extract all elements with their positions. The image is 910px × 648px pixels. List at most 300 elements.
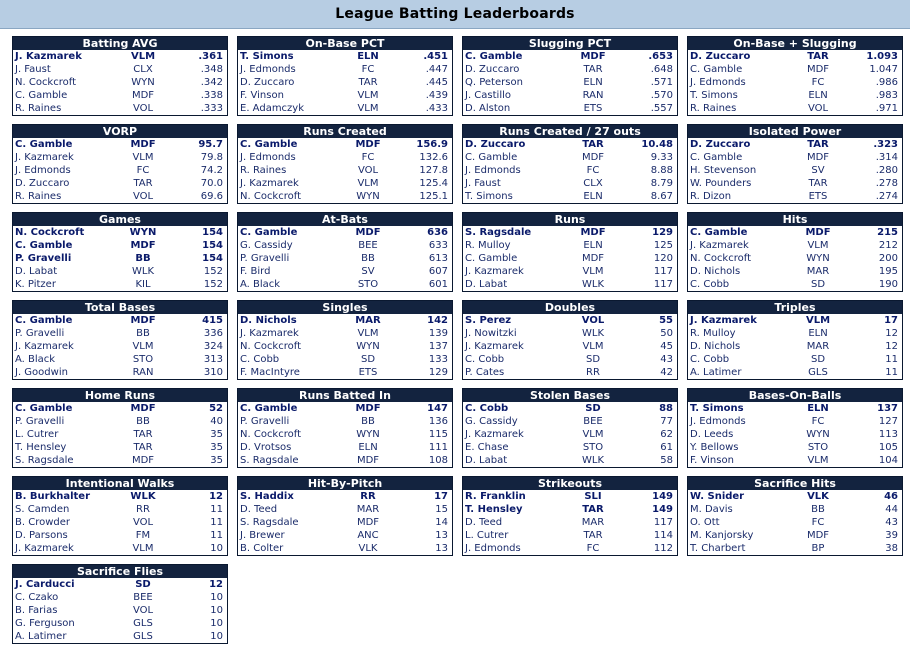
stat-value: .278 — [875, 178, 898, 189]
leaderboard-at-bats — [237, 212, 453, 292]
leaderboard-row — [13, 454, 227, 467]
player-name-link[interactable]: G. Cassidy — [465, 416, 518, 427]
player-name-link[interactable]: S. Ragsdale — [465, 227, 532, 238]
leaderboard-row — [463, 63, 677, 76]
player-name-link[interactable]: R. Dizon — [690, 191, 732, 202]
team-abbr: WYN — [356, 191, 380, 202]
leaderboard-strikeouts — [462, 476, 678, 556]
stat-value: 108 — [428, 455, 448, 466]
leaderboard-row — [238, 428, 452, 441]
leaderboard-row — [688, 252, 902, 265]
team-abbr: VLM — [132, 341, 154, 352]
stat-value: 39 — [885, 530, 898, 541]
stat-value: 12 — [209, 579, 223, 590]
player-name-link[interactable]: J. Kazmarek — [15, 51, 82, 62]
stat-value: 132.6 — [419, 152, 448, 163]
player-name-link[interactable]: S. Ragsdale — [240, 517, 299, 528]
leaderboard-title: Sacrifice Hits — [688, 477, 902, 490]
leaderboard-row — [13, 604, 227, 617]
team-abbr: ELN — [583, 240, 603, 251]
team-abbr: BB — [361, 253, 375, 264]
stat-value: 133 — [428, 354, 448, 365]
leaderboard-row — [463, 340, 677, 353]
player-name-link[interactable]: J. Kazmarek — [15, 152, 74, 163]
player-name-link[interactable]: J. Edmonds — [465, 165, 521, 176]
player-name-link[interactable]: A. Latimer — [15, 631, 67, 642]
leaderboard-home-runs — [12, 388, 228, 468]
player-name-link[interactable]: J. Castillo — [465, 90, 512, 101]
player-name-link[interactable]: F. Vinson — [690, 455, 734, 466]
player-name-link[interactable]: D. Labat — [465, 279, 508, 290]
player-name-link[interactable]: J. Brewer — [240, 530, 285, 541]
player-name-link[interactable]: P. Gravelli — [15, 416, 65, 427]
player-name-link[interactable]: Q. Peterson — [465, 77, 523, 88]
player-name-link[interactable]: D. Labat — [15, 266, 58, 277]
player-name-link[interactable]: A. Black — [240, 279, 281, 290]
stat-value: 127.8 — [419, 165, 448, 176]
player-name-link[interactable]: J. Edmonds — [15, 165, 71, 176]
stat-value: .280 — [875, 165, 898, 176]
player-name-link[interactable]: C. Gamble — [465, 152, 518, 163]
leaderboard-row — [238, 265, 452, 278]
player-name-link[interactable]: J. Nowitzki — [465, 328, 517, 339]
player-name-link[interactable]: J. Kazmarek — [690, 315, 757, 326]
leaderboard-row — [238, 252, 452, 265]
leaderboard-row — [13, 441, 227, 454]
stat-value: 113 — [878, 429, 898, 440]
leaderboard-row — [238, 353, 452, 366]
leaderboard-on-base-pct — [237, 36, 453, 116]
player-name-link[interactable]: P. Gravelli — [240, 253, 290, 264]
player-name-link[interactable]: C. Gamble — [690, 227, 748, 238]
player-name-link[interactable]: J. Edmonds — [240, 152, 296, 163]
leaderboard-row — [463, 151, 677, 164]
player-name-link[interactable]: R. Raines — [15, 103, 62, 114]
stat-value: 8.67 — [650, 191, 673, 202]
player-name-link[interactable]: N. Cockcroft — [240, 341, 302, 352]
player-name-link[interactable]: P. Gravelli — [15, 253, 72, 264]
player-name-link[interactable]: H. Stevenson — [690, 165, 757, 176]
player-name-link[interactable]: B. Burkhalter — [15, 491, 91, 502]
leaderboard-total-bases — [12, 300, 228, 380]
stat-value: 79.8 — [200, 152, 223, 163]
team-abbr: VLM — [582, 341, 604, 352]
player-name-link[interactable]: B. Farias — [15, 605, 58, 616]
team-abbr: SV — [361, 266, 375, 277]
player-name-link[interactable]: T. Simons — [690, 403, 744, 414]
stat-value: 62 — [660, 429, 673, 440]
team-abbr: VLM — [132, 152, 154, 163]
player-name-link[interactable]: J. Edmonds — [240, 64, 296, 75]
player-name-link[interactable]: R. Mulloy — [465, 240, 511, 251]
team-abbr: ETS — [583, 103, 603, 114]
team-abbr: ETS — [808, 191, 828, 202]
player-name-link[interactable]: N. Cockcroft — [240, 191, 302, 202]
player-name-link[interactable]: J. Edmonds — [690, 416, 746, 427]
player-name-link[interactable]: C. Gamble — [690, 64, 743, 75]
leaderboard-title: Hits — [688, 213, 902, 226]
player-name-link[interactable]: B. Crowder — [15, 517, 70, 528]
player-name-link[interactable]: S. Perez — [465, 315, 512, 326]
stat-value: 35 — [210, 455, 223, 466]
player-name-link[interactable]: R. Raines — [240, 165, 287, 176]
stat-value: 105 — [878, 442, 898, 453]
stat-value: .323 — [873, 139, 898, 150]
player-name-link[interactable]: D. Vrotsos — [240, 442, 292, 453]
stat-value: 313 — [203, 354, 223, 365]
player-name-link[interactable]: C. Gamble — [240, 403, 298, 414]
leaderboard-row — [688, 138, 902, 151]
player-name-link[interactable]: J. Faust — [15, 64, 51, 75]
stat-value: 137 — [877, 403, 898, 414]
leaderboard-row — [688, 340, 902, 353]
leaderboard-row — [688, 516, 902, 529]
stat-value: .342 — [200, 77, 223, 88]
player-name-link[interactable]: C. Gamble — [465, 253, 518, 264]
player-name-link[interactable]: C. Cobb — [465, 403, 509, 414]
player-name-link[interactable]: B. Colter — [240, 543, 284, 554]
leaderboard-row — [688, 151, 902, 164]
player-name-link[interactable]: C. Gamble — [465, 51, 523, 62]
player-name-link[interactable]: F. Bird — [240, 266, 271, 277]
player-name-link[interactable]: C. Gamble — [15, 139, 73, 150]
player-name-link[interactable]: S. Ragsdale — [15, 455, 74, 466]
team-abbr: FC — [586, 165, 600, 176]
player-name-link[interactable]: J. Kazmarek — [465, 429, 524, 440]
team-abbr: BP — [811, 543, 825, 554]
player-name-link[interactable]: J. Kazmarek — [15, 341, 74, 352]
leaderboard-row — [13, 164, 227, 177]
team-abbr: MDF — [131, 90, 155, 101]
stat-value: 212 — [878, 240, 898, 251]
player-name-link[interactable]: D. Alston — [465, 103, 511, 114]
stat-value: 8.88 — [650, 165, 673, 176]
team-abbr: RR — [586, 367, 600, 378]
player-name-link[interactable]: T. Simons — [690, 90, 738, 101]
player-name-link[interactable]: J. Goodwin — [15, 367, 68, 378]
leaderboard-row — [463, 76, 677, 89]
player-name-link[interactable]: D. Nichols — [690, 266, 741, 277]
team-abbr: MDF — [580, 51, 606, 62]
player-name-link[interactable]: R. Raines — [690, 103, 737, 114]
player-name-link[interactable]: F. MacIntyre — [240, 367, 300, 378]
leaderboard-row — [238, 50, 452, 63]
leaderboard-row — [688, 177, 902, 190]
stat-value: .983 — [875, 90, 898, 101]
stat-value: 38 — [885, 543, 898, 554]
stat-value: 215 — [877, 227, 898, 238]
leaderboard-row — [463, 164, 677, 177]
team-abbr: RR — [360, 491, 376, 502]
player-name-link[interactable]: T. Hensley — [465, 504, 523, 515]
team-abbr: VLM — [357, 103, 379, 114]
leaderboard-games — [12, 212, 228, 292]
stat-value: .333 — [200, 103, 223, 114]
player-name-link[interactable]: O. Ott — [690, 517, 720, 528]
player-name-link[interactable]: M. Kanjorsky — [690, 530, 754, 541]
team-abbr: VLM — [582, 429, 604, 440]
team-abbr: TAR — [807, 139, 829, 150]
team-abbr: FC — [361, 152, 375, 163]
stat-value: 61 — [660, 442, 673, 453]
leaderboard-row — [13, 529, 227, 542]
player-name-link[interactable]: C. Gamble — [240, 139, 298, 150]
stat-value: 154 — [202, 253, 223, 264]
player-name-link[interactable]: A. Black — [15, 354, 56, 365]
player-name-link[interactable]: N. Cockcroft — [15, 77, 77, 88]
player-name-link[interactable]: D. Labat — [465, 455, 508, 466]
stat-value: 136 — [428, 416, 448, 427]
team-abbr: ELN — [358, 442, 378, 453]
team-abbr: ELN — [807, 403, 829, 414]
player-name-link[interactable]: C. Gamble — [15, 240, 73, 251]
stat-value: 149 — [652, 491, 673, 502]
leaderboard-row — [463, 503, 677, 516]
player-name-link[interactable]: C. Gamble — [15, 315, 73, 326]
player-name-link[interactable]: R. Franklin — [465, 491, 526, 502]
leaderboard-row — [688, 102, 902, 115]
team-abbr: FC — [811, 416, 825, 427]
leaderboard-title: Stolen Bases — [463, 389, 677, 402]
stat-value: .433 — [425, 103, 448, 114]
player-name-link[interactable]: L. Cutrer — [15, 429, 59, 440]
player-name-link[interactable]: T. Charbert — [690, 543, 746, 554]
team-abbr: BEE — [133, 592, 153, 603]
stat-value: 12 — [885, 341, 898, 352]
player-name-link[interactable]: C. Cobb — [690, 279, 730, 290]
leaderboard-title: Triples — [688, 301, 902, 314]
stat-value: 70.0 — [200, 178, 223, 189]
player-name-link[interactable]: C. Cobb — [465, 354, 505, 365]
leaderboard-intentional-walks — [12, 476, 228, 556]
player-name-link[interactable]: J. Kazmarek — [690, 240, 749, 251]
leaderboard-row — [13, 252, 227, 265]
stat-value: 43 — [885, 517, 898, 528]
player-name-link[interactable]: T. Simons — [240, 51, 294, 62]
leaderboard-title: Strikeouts — [463, 477, 677, 490]
team-abbr: MDF — [580, 227, 606, 238]
stat-value: 50 — [660, 328, 673, 339]
team-abbr: ANC — [357, 530, 379, 541]
stat-value: .445 — [425, 77, 448, 88]
leaderboard-runs-created — [237, 124, 453, 204]
leaderboard-row — [13, 89, 227, 102]
leaderboard-row — [13, 490, 227, 503]
leaderboard-row — [238, 490, 452, 503]
leaderboard-row — [688, 278, 902, 291]
player-name-link[interactable]: C. Gamble — [240, 227, 298, 238]
leaderboard-title: Intentional Walks — [13, 477, 227, 490]
leaderboard-hits — [687, 212, 903, 292]
player-name-link[interactable]: C. Cobb — [240, 354, 280, 365]
player-name-link[interactable]: J. Kazmarek — [465, 266, 524, 277]
player-name-link[interactable]: T. Hensley — [15, 442, 67, 453]
player-name-link[interactable]: J. Carducci — [15, 579, 75, 590]
team-abbr: VLM — [807, 240, 829, 251]
stat-value: 336 — [203, 328, 223, 339]
stat-value: 613 — [428, 253, 448, 264]
team-abbr: WYN — [131, 77, 155, 88]
stat-value: 35 — [210, 442, 223, 453]
player-name-link[interactable]: D. Zuccaro — [15, 178, 70, 189]
team-abbr: TAR — [133, 429, 153, 440]
player-name-link[interactable]: D. Teed — [465, 517, 503, 528]
player-name-link[interactable]: W. Snider — [690, 491, 745, 502]
leaderboard-row — [238, 415, 452, 428]
stat-value: .447 — [425, 64, 448, 75]
player-name-link[interactable]: L. Cutrer — [465, 530, 509, 541]
team-abbr: WLK — [581, 455, 605, 466]
stat-value: 142 — [427, 315, 448, 326]
team-abbr: MDF — [806, 152, 830, 163]
player-name-link[interactable]: D. Zuccaro — [240, 77, 295, 88]
player-name-link[interactable]: P. Gravelli — [240, 416, 290, 427]
player-name-link[interactable]: J. Kazmarek — [465, 341, 524, 352]
player-name-link[interactable]: C. Gamble — [690, 152, 743, 163]
team-abbr: ELN — [583, 191, 603, 202]
player-name-link[interactable]: E. Chase — [465, 442, 509, 453]
team-abbr: SLI — [584, 491, 602, 502]
leaderboard-title: VORP — [13, 125, 227, 138]
player-name-link[interactable]: J. Edmonds — [690, 77, 746, 88]
player-name-link[interactable]: C. Cobb — [690, 354, 730, 365]
leaderboard-title: Hit-By-Pitch — [238, 477, 452, 490]
team-abbr: MDF — [355, 227, 381, 238]
stat-value: 112 — [653, 543, 673, 554]
player-name-link[interactable]: J. Kazmarek — [15, 543, 74, 554]
player-name-link[interactable]: G. Ferguson — [15, 618, 75, 629]
leaderboard-row — [238, 138, 452, 151]
team-abbr: TAR — [583, 530, 603, 541]
player-name-link[interactable]: D. Zuccaro — [690, 139, 751, 150]
player-name-link[interactable]: A. Latimer — [690, 367, 742, 378]
stat-value: .314 — [875, 152, 898, 163]
player-name-link[interactable]: D. Nichols — [690, 341, 741, 352]
team-abbr: VLM — [807, 455, 829, 466]
team-abbr: MAR — [356, 504, 380, 515]
player-name-link[interactable]: K. Pitzer — [15, 279, 56, 290]
leaderboard-title: At-Bats — [238, 213, 452, 226]
player-name-link[interactable]: J. Kazmarek — [240, 328, 299, 339]
player-name-link[interactable]: Y. Bellows — [690, 442, 739, 453]
team-abbr: FC — [811, 77, 825, 88]
player-name-link[interactable]: J. Kazmarek — [240, 178, 299, 189]
player-name-link[interactable]: C. Gamble — [15, 403, 73, 414]
leaderboard-row — [238, 503, 452, 516]
player-name-link[interactable]: J. Edmonds — [465, 543, 521, 554]
player-name-link[interactable]: D. Teed — [240, 504, 278, 515]
player-name-link[interactable]: D. Parsons — [15, 530, 68, 541]
stat-value: 10 — [210, 543, 223, 554]
player-name-link[interactable]: G. Cassidy — [240, 240, 293, 251]
stat-value: 35 — [210, 429, 223, 440]
team-abbr: BEE — [358, 240, 378, 251]
leaderboard-title: Runs — [463, 213, 677, 226]
player-name-link[interactable]: R. Raines — [15, 191, 62, 202]
stat-value: 125.4 — [419, 178, 448, 189]
player-name-link[interactable]: M. Davis — [690, 504, 733, 515]
team-abbr: VLM — [130, 51, 156, 62]
stat-value: 11 — [885, 354, 898, 365]
player-name-link[interactable]: C. Czako — [15, 592, 59, 603]
player-name-link[interactable]: P. Gravelli — [15, 328, 65, 339]
stat-value: .570 — [650, 90, 673, 101]
leaderboard-row — [238, 340, 452, 353]
leaderboard-row — [463, 177, 677, 190]
player-name-link[interactable]: D. Zuccaro — [690, 51, 751, 62]
leaderboard-row — [238, 366, 452, 379]
team-abbr: RAN — [582, 90, 604, 101]
leaderboard-title: Batting AVG — [13, 37, 227, 50]
team-abbr: WLK — [581, 279, 605, 290]
team-abbr: MDF — [355, 139, 381, 150]
leaderboard-row — [13, 327, 227, 340]
player-name-link[interactable]: E. Adamczyk — [240, 103, 305, 114]
leaderboard-title: On-Base + Slugging — [688, 37, 902, 50]
player-name-link[interactable]: N. Cockcroft — [690, 253, 752, 264]
team-abbr: MDF — [805, 227, 831, 238]
team-abbr: CLX — [583, 178, 603, 189]
player-name-link[interactable]: S. Camden — [15, 504, 70, 515]
leaderboard-row — [13, 591, 227, 604]
team-abbr: MAR — [355, 315, 381, 326]
player-name-link[interactable]: C. Gamble — [15, 90, 68, 101]
stat-value: 129 — [428, 367, 448, 378]
leaderboard-row — [463, 278, 677, 291]
team-abbr: STO — [582, 442, 604, 453]
team-abbr: WYN — [356, 341, 380, 352]
team-abbr: BEE — [583, 416, 603, 427]
player-name-link[interactable]: J. Faust — [465, 178, 501, 189]
player-name-link[interactable]: N. Cockcroft — [15, 227, 85, 238]
player-name-link[interactable]: F. Vinson — [240, 90, 284, 101]
team-abbr: SD — [585, 354, 601, 365]
stat-value: .451 — [423, 51, 448, 62]
player-name-link[interactable]: D. Zuccaro — [465, 64, 520, 75]
leaderboard-row — [688, 190, 902, 203]
leaderboard-title: Singles — [238, 301, 452, 314]
player-name-link[interactable]: D. Zuccaro — [465, 139, 526, 150]
leaderboard-row — [238, 402, 452, 415]
player-name-link[interactable]: D. Leeds — [690, 429, 734, 440]
stat-value: 156.9 — [416, 139, 448, 150]
leaderboard-row — [13, 76, 227, 89]
leaderboard-title: Slugging PCT — [463, 37, 677, 50]
team-abbr: RAN — [132, 367, 154, 378]
leaderboard-row — [13, 630, 227, 643]
stat-value: 195 — [878, 266, 898, 277]
player-name-link[interactable]: R. Mulloy — [690, 328, 736, 339]
player-name-link[interactable]: S. Ragsdale — [240, 455, 299, 466]
leaderboard-title: Games — [13, 213, 227, 226]
player-name-link[interactable]: N. Cockcroft — [240, 429, 302, 440]
player-name-link[interactable]: D. Nichols — [240, 315, 297, 326]
leaderboard-title: Total Bases — [13, 301, 227, 314]
player-name-link[interactable]: T. Simons — [465, 191, 513, 202]
stat-value: 45 — [660, 341, 673, 352]
team-abbr: TAR — [133, 442, 153, 453]
leaderboard-isolated-power — [687, 124, 903, 204]
leaderboard-doubles — [462, 300, 678, 380]
stat-value: 190 — [878, 279, 898, 290]
team-abbr: WLK — [131, 266, 155, 277]
team-abbr: ELN — [808, 90, 828, 101]
player-name-link[interactable]: P. Cates — [465, 367, 505, 378]
team-abbr: VLM — [357, 328, 379, 339]
leaderboard-row — [463, 314, 677, 327]
player-name-link[interactable]: W. Pounders — [690, 178, 752, 189]
player-name-link[interactable]: S. Haddix — [240, 491, 294, 502]
